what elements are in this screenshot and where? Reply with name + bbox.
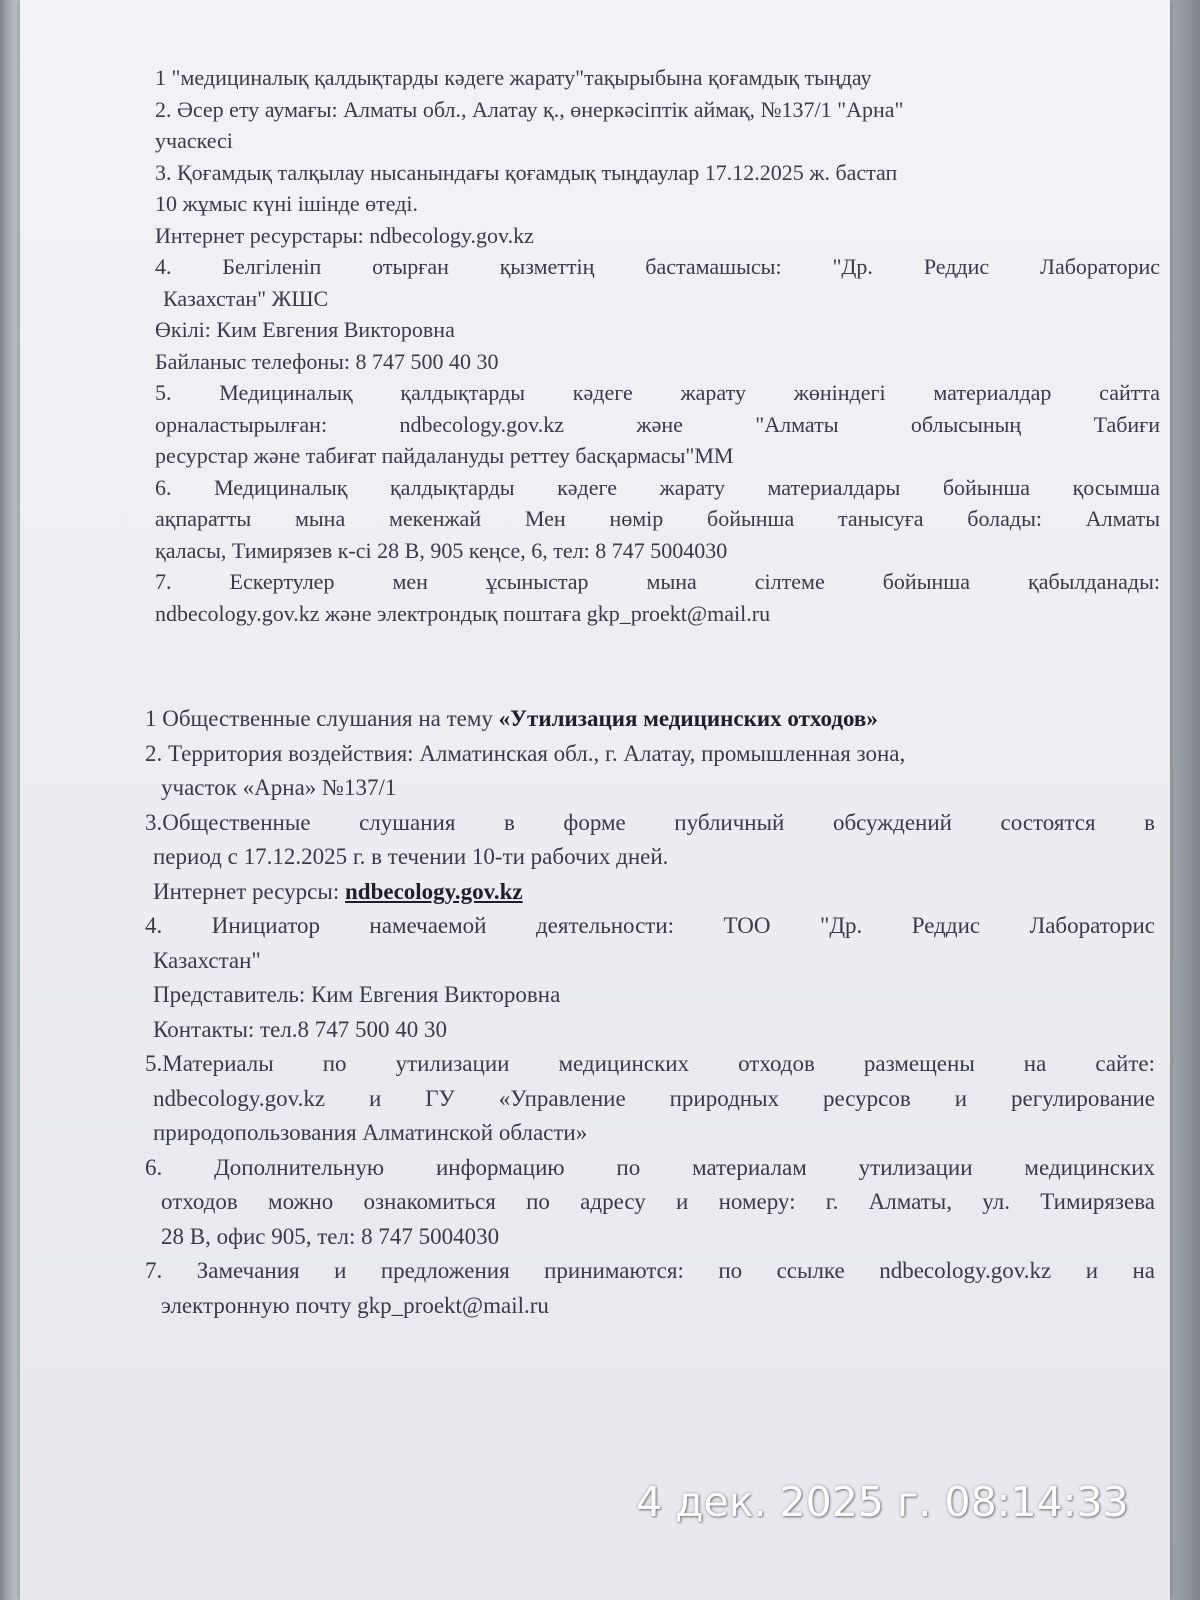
ru-item-5: 5.Материалы по утилизации медицинских отходов размещены на сайте: bbox=[145, 1051, 1155, 1076]
ru-heading-topic: «Утилизация медицинских отходов» bbox=[498, 706, 878, 731]
ru-item-2-cont: участок «Арна» №137/1 bbox=[161, 775, 397, 800]
kz-item-6: 6. Медициналық қалдықтарды кәдеге жарату материалдары бойынша қосымша bbox=[155, 474, 1160, 500]
kz-item-7: 7. Ескертулер мен ұсыныстар мына сілтеме бойынша қабылданады: bbox=[155, 569, 1160, 594]
ru-item-4-cont: Казахстан" bbox=[153, 947, 261, 973]
ru-item-3: 3.Общественные слушания в форме публичный обсуждений состоятся в bbox=[145, 809, 1155, 835]
kz-heading: 1 "медициналық қалдықтарды кәдеге жарату"тақырыбына қоғамдық тыңдау bbox=[155, 65, 872, 90]
kz-item-6-cont: ақпаратты мына мекенжай Мен нөмір бойынша танысуға болады: Алматы bbox=[155, 506, 1160, 531]
kz-item-3-cont: 10 жұмыс күні ішінде өтеді. bbox=[155, 191, 419, 216]
ru-item-7-cont: электронную почту gkp_proekt@mail.ru bbox=[161, 1292, 549, 1318]
kz-item-5-cont: орналастырылған: ndbecology.gov.kz және "Алматы облысының Табиғи bbox=[155, 411, 1160, 437]
ru-representative: Представитель: Ким Евгения Викторовна bbox=[153, 982, 561, 1007]
ru-internet-label: Интернет ресурсы: bbox=[153, 878, 345, 904]
kz-item-7-cont: ndbecology.gov.kz және электрондық поштаға gkp_proekt@mail.ru bbox=[155, 600, 771, 626]
ru-item-2: 2. Территория воздействия: Алматинская обл., г. Алатау, промышленная зона, bbox=[145, 740, 906, 766]
ru-internet-resources bbox=[145, 875, 1155, 910]
kz-item-2-cont: учаскесі bbox=[155, 128, 233, 153]
ru-heading-prefix: 1 Общественные слушания на тему bbox=[145, 706, 499, 731]
ru-heading bbox=[145, 702, 1155, 737]
ru-item-7: 7. Замечания и предложения принимаются: по ссылке ndbecology.gov.kz и на bbox=[145, 1258, 1155, 1283]
photo-timestamp: 4 дек. 2025 г. 08:14:33 bbox=[636, 1478, 1129, 1526]
paper-sheet bbox=[20, 0, 1170, 1600]
ru-item-3-cont: период с 17.12.2025 г. в течении 10-ти рабочих дней. bbox=[153, 844, 669, 869]
kz-item-5-end: ресурстар және табиғат пайдалануды реттеу басқармасы"ММ bbox=[155, 443, 734, 468]
kz-item-5: 5. Медициналық қалдықтарды кәдеге жарату жөніндегі материалдар сайтта bbox=[155, 380, 1160, 405]
ru-item-6-end: 28 В, офис 905, тел: 8 747 5004030 bbox=[161, 1223, 500, 1249]
kz-item-3: 3. Қоғамдық талқылау нысанындағы қоғамдық тыңдаулар 17.12.2025 ж. бастап bbox=[155, 159, 898, 185]
ru-item-6-cont: отходов можно ознакомиться по адресу и номеру: г. Алматы, ул. Тимирязева bbox=[161, 1189, 1155, 1214]
kz-item-4-cont: Казахстан" ЖШС bbox=[163, 285, 329, 311]
kazakh-notice bbox=[155, 62, 1160, 629]
ru-item-4: 4. Инициатор намечаемой деятельности: ТОО "Др. Реддис Лабораторис bbox=[145, 913, 1155, 938]
ru-contacts: Контакты: тел.8 747 500 40 30 bbox=[153, 1016, 448, 1042]
kz-item-4: 4. Белгіленіп отырған қызметтің бастамашысы: "Др. Реддис Лабораторис bbox=[155, 254, 1160, 279]
kz-internet-resources: Интернет ресурстары: ndbecology.gov.kz bbox=[155, 222, 534, 248]
kz-phone: Байланыс телефоны: 8 747 500 40 30 bbox=[155, 348, 499, 374]
kz-item-6-end: қаласы, Тимирязев к-сі 28 В, 905 кеңсе, 6, тел: 8 747 5004030 bbox=[155, 537, 728, 563]
kz-item-2: 2. Әсер ету аумағы: Алматы обл., Алатау қ., өнеркәсіптік аймақ, №137/1 "Арна" bbox=[155, 96, 904, 122]
ru-item-5-end: природопользования Алматинской области» bbox=[153, 1120, 588, 1145]
kz-representative: Өкілі: Ким Евгения Викторовна bbox=[155, 317, 455, 342]
russian-notice bbox=[145, 702, 1155, 1323]
ru-internet-link[interactable]: ndbecology.gov.kz bbox=[345, 878, 523, 904]
ru-item-6: 6. Дополнительную информацию по материалам утилизации медицинских bbox=[145, 1154, 1155, 1180]
ru-item-5-cont: ndbecology.gov.kz и ГУ «Управление природных ресурсов и регулирование bbox=[153, 1085, 1155, 1111]
